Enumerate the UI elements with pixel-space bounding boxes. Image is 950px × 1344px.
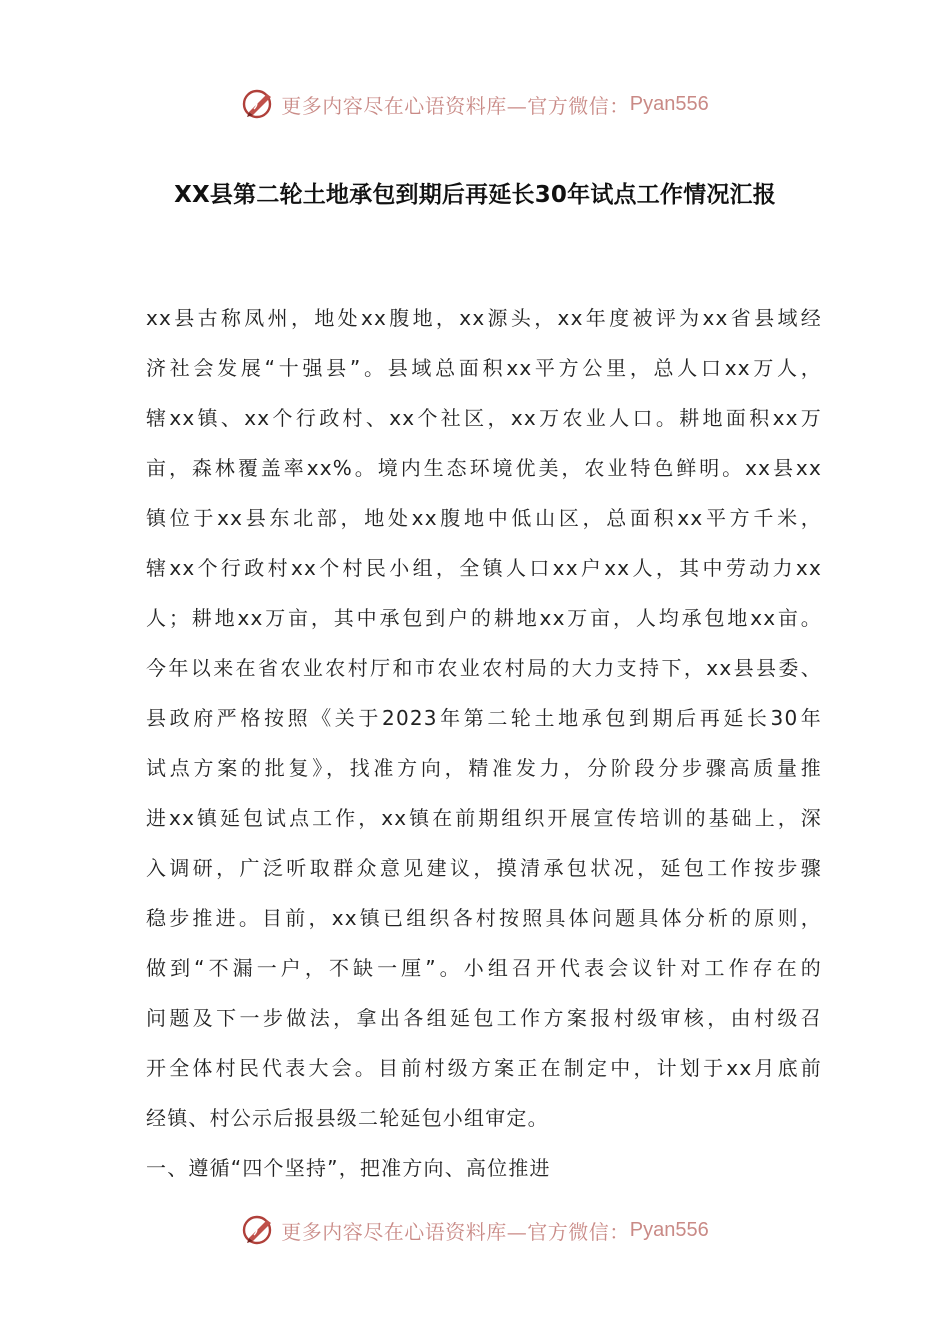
body-line: 入调研，广泛听取群众意见建议，摸清承包状况，延包工作按步骤 — [146, 856, 822, 880]
watermark-wechat-id: Pyan556 — [629, 1218, 709, 1241]
body-line: 进xx镇延包试点工作，xx镇在前期组织开展宣传培训的基础上，深 — [146, 806, 822, 830]
watermark-text: 更多内容尽在心语资料库—官方微信： — [281, 1219, 630, 1244]
body-line: 试点方案的批复》，找准方向，精准发力，分阶段分步骤高质量推 — [146, 756, 822, 780]
body-line: 经镇、村公示后报县级二轮延包小组审定。 — [146, 1106, 549, 1130]
body-line: 济社会发展“十强县”。县域总面积xx平方公里，总人口xx万人， — [146, 356, 822, 380]
body-line: 稳步推进。目前，xx镇已组织各村按照具体问题具体分析的原则， — [146, 906, 822, 930]
body-line: xx县古称凤州，地处xx腹地，xx源头，xx年度被评为xx省县域经 — [146, 306, 822, 330]
header-watermark — [0, 84, 950, 124]
body-line: 辖xx个行政村xx个村民小组，全镇人口xx户xx人，其中劳动力xx — [146, 556, 822, 580]
document-body — [146, 296, 822, 1196]
document-title: XX县第二轮土地承包到期后再延长30年试点工作情况汇报 — [174, 182, 776, 208]
pen-logo-icon — [241, 86, 277, 122]
body-line: 做到“不漏一户，不缺一厘”。小组召开代表会议针对工作存在的 — [146, 956, 822, 980]
body-line: 人；耕地xx万亩，其中承包到户的耕地xx万亩，人均承包地xx亩。 — [146, 606, 822, 630]
body-line: 亩，森林覆盖率xx%。境内生态环境优美，农业特色鲜明。xx县xx — [146, 456, 822, 480]
watermark-wechat-id: Pyan556 — [629, 92, 709, 115]
pen-logo-icon — [241, 1212, 277, 1248]
section-heading: 一、遵循“四个坚持”，把准方向、高位推进 — [146, 1156, 551, 1180]
body-line: 辖xx镇、xx个行政村、xx个社区，xx万农业人口。耕地面积xx万 — [146, 406, 822, 430]
body-line: 今年以来在省农业农村厅和市农业农村局的大力支持下，xx县县委、 — [146, 656, 822, 680]
body-line: 县政府严格按照《关于2023年第二轮土地承包到期后再延长30年 — [146, 706, 822, 730]
body-line: 镇位于xx县东北部，地处xx腹地中低山区，总面积xx平方千米， — [146, 506, 822, 530]
body-line: 问题及下一步做法，拿出各组延包工作方案报村级审核，由村级召 — [146, 1006, 822, 1030]
footer-watermark — [0, 1210, 950, 1250]
watermark-text: 更多内容尽在心语资料库—官方微信： — [281, 93, 630, 118]
body-line: 开全体村民代表大会。目前村级方案正在制定中，计划于xx月底前 — [146, 1056, 822, 1080]
